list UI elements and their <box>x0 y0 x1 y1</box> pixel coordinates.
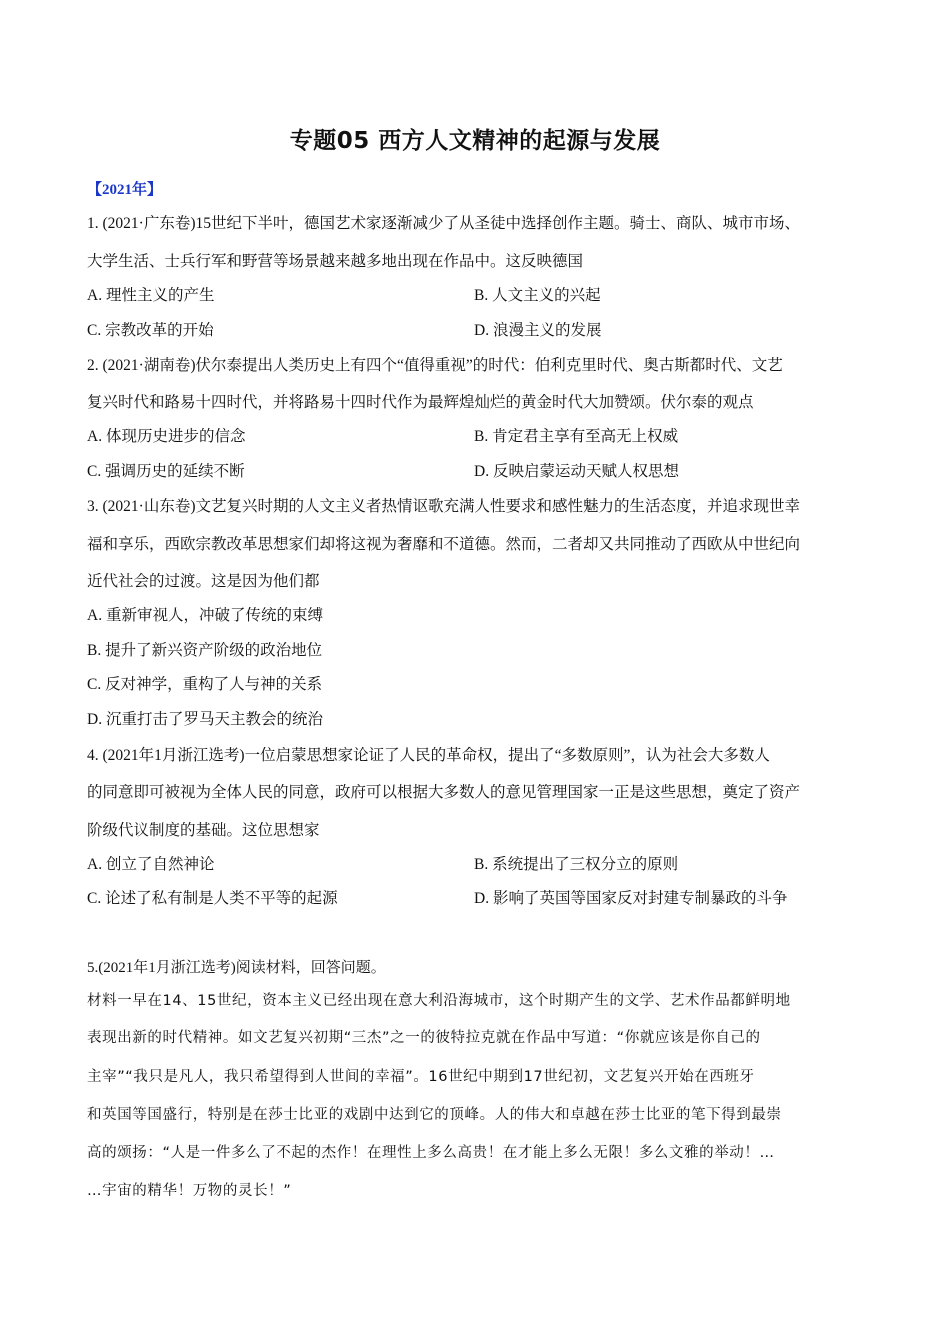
q3-stem-line-2: 福和享乐，西欧宗教改革思想家们却将这视为奢靡和不道德。然而，二者却又共同推动了西欧从中世纪向 <box>87 536 801 553</box>
q3-stem-line-1: 3. (2021·山东卷)文艺复兴时期的人文主义者热情讴歌充满人性要求和感性魅力的生活态度，并追求现世幸 <box>87 498 800 515</box>
q4-option-a: A. 创立了自然神论 <box>87 856 215 873</box>
q1-option-a: A. 理性主义的产生 <box>87 287 215 304</box>
q3-option-c: C. 反对神学，重构了人与神的关系 <box>87 676 323 693</box>
q4-stem-line-2: 的同意即可被视为全体人民的同意，政府可以根据大多数人的意见管理国家一正是这些思想，奠定了资产 <box>87 784 801 801</box>
section-label: 【2021年】 <box>87 182 163 198</box>
q2-option-a: A. 体现历史进步的信念 <box>87 428 246 445</box>
q4-option-d: D. 影响了英国等国家反对封建专制暴政的斗争 <box>474 890 788 907</box>
q1-option-c: C. 宗教改革的开始 <box>87 322 214 339</box>
q5-material-line-6: …宇宙的精华！万物的灵长！” <box>87 1183 292 1199</box>
q1-stem-line-2: 大学生活、士兵行军和野营等场景越来越多地出现在作品中。这反映德国 <box>87 253 584 270</box>
q3-option-a: A. 重新审视人，冲破了传统的束缚 <box>87 607 323 624</box>
q1-option-d: D. 浪漫主义的发展 <box>474 322 602 339</box>
q5-material-line-5: 高的颂扬：“人是一件多么了不起的杰作！在理性上多么高贵！在才能上多么无限！多么文雅的举动！… <box>87 1145 775 1161</box>
q5-material-line-3: 主宰”“我只是凡人，我只希望得到人世间的幸福”。16世纪中期到17世纪初，文艺复兴开始在西班牙 <box>87 1069 755 1085</box>
q1-stem-line-1: 1. (2021·广东卷)15世纪下半叶，德国艺术家逐渐减少了从圣徒中选择创作主题。骑士、商队、城市市场、 <box>87 215 800 232</box>
q2-option-d: D. 反映启蒙运动天赋人权思想 <box>474 463 679 480</box>
q3-option-b: B. 提升了新兴资产阶级的政治地位 <box>87 642 323 659</box>
q4-stem-line-1: 4. (2021年1月浙江选考)一位启蒙思想家论证了人民的革命权，提出了“多数原则”，认为社会大多数人 <box>87 747 770 764</box>
q5-material-line-1: 材料一早在14、15世纪，资本主义已经出现在意大利沿海城市，这个时期产生的文学、艺术作品都鲜明地 <box>87 993 791 1009</box>
q5-stem: 5.(2021年1月浙江选考)阅读材料，回答问题。 <box>87 960 386 976</box>
q2-option-b: B. 肯定君主享有至高无上权威 <box>474 428 679 445</box>
q2-stem-line-2: 复兴时代和路易十四时代，并将路易十四时代作为最辉煌灿烂的黄金时代大加赞颂。伏尔泰的观点 <box>87 394 754 411</box>
page-title: 专题05 西方人文精神的起源与发展 <box>289 128 661 154</box>
q5-material-line-2: 表现出新的时代精神。如文艺复兴初期“三杰”之一的彼特拉克就在作品中写道：“你就应该是你自己的 <box>87 1030 761 1046</box>
q3-stem-line-3: 近代社会的过渡。这是因为他们都 <box>87 573 320 590</box>
q4-option-c: C. 论述了私有制是人类不平等的起源 <box>87 890 338 907</box>
q5-material-line-4: 和英国等国盛行，特别是在莎士比亚的戏剧中达到它的顶峰。人的伟大和卓越在莎士比亚的笔下得到最崇 <box>87 1107 782 1123</box>
q1-option-b: B. 人文主义的兴起 <box>474 287 601 304</box>
q4-option-b: B. 系统提出了三权分立的原则 <box>474 856 679 873</box>
q3-option-d: D. 沉重打击了罗马天主教会的统治 <box>87 711 323 728</box>
q2-option-c: C. 强调历史的延续不断 <box>87 463 245 480</box>
q4-stem-line-3: 阶级代议制度的基础。这位思想家 <box>87 822 320 839</box>
q2-stem-line-1: 2. (2021·湖南卷)伏尔泰提出人类历史上有四个“值得重视”的时代：伯利克里时代、奥古斯都时代、文艺 <box>87 357 783 374</box>
